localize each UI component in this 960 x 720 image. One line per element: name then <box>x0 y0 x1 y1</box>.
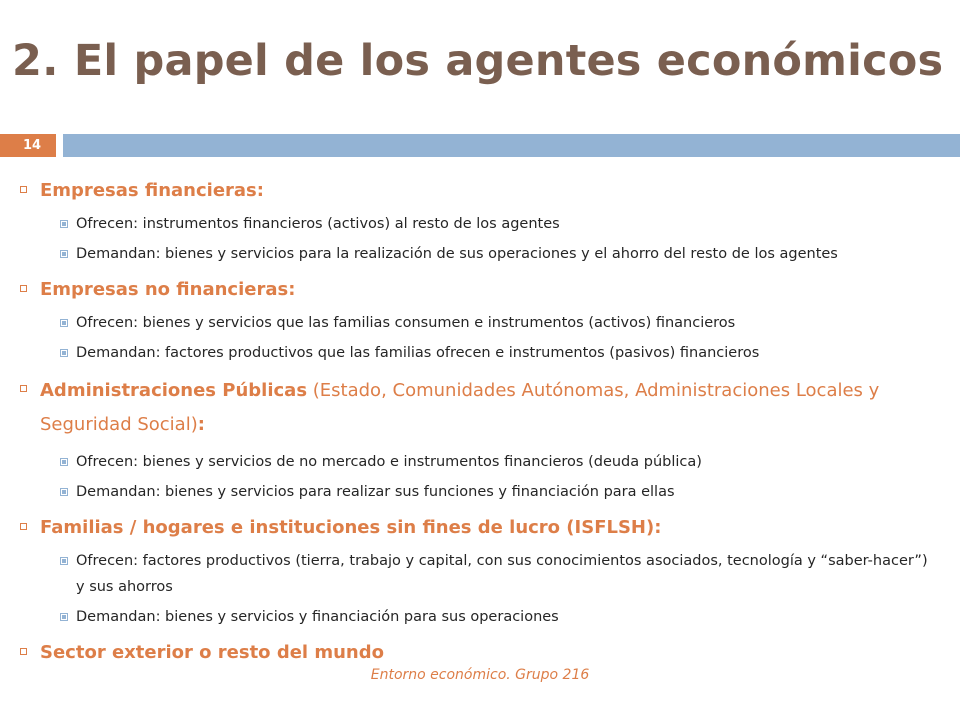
square-bullet-icon <box>60 613 68 621</box>
list-item: Ofrecen: bienes y servicios de no mercado e instrumentos financieros (deuda pública) <box>18 449 928 475</box>
heading-administraciones: Administraciones Públicas (Estado, Comunidades Autónomas, Administraciones Locales y Seguridad Social): <box>18 374 928 442</box>
list-item: Demandan: bienes y servicios para la realización de sus operaciones y el ahorro del resto de los agentes <box>18 241 928 267</box>
list-item: Demandan: factores productivos que las familias ofrecen e instrumentos (pasivos) financieros <box>18 340 928 366</box>
square-bullet-icon <box>60 319 68 327</box>
square-bullet-icon <box>20 648 27 655</box>
heading-familias: Familias / hogares e instituciones sin fines de lucro (ISFLSH): <box>18 513 928 543</box>
square-bullet-icon <box>60 458 68 466</box>
square-bullet-icon <box>20 186 27 193</box>
slide-content <box>18 176 928 673</box>
list-item: Ofrecen: instrumentos financieros (activos) al resto de los agentes <box>18 211 928 237</box>
heading-empresas-no-financieras: Empresas no financieras: <box>18 275 928 305</box>
slide-footer: Entorno económico. Grupo 216 <box>370 667 590 683</box>
heading-empresas-financieras: Empresas financieras: <box>18 176 928 206</box>
square-bullet-icon <box>20 285 27 292</box>
list-item: Demandan: bienes y servicios para realizar sus funciones y financiación para ellas <box>18 479 928 505</box>
square-bullet-icon <box>60 220 68 228</box>
square-bullet-icon <box>60 557 68 565</box>
list-item: Demandan: bienes y servicios y financiación para sus operaciones <box>18 604 928 630</box>
list-item: Ofrecen: factores productivos (tierra, trabajo y capital, con sus conocimientos asociados, tecnología y “saber-hacer”) y sus ahorros <box>18 548 928 600</box>
square-bullet-icon <box>60 488 68 496</box>
square-bullet-icon <box>60 250 68 258</box>
slide-number: 14 <box>0 134 56 157</box>
heading-sector-exterior: Sector exterior o resto del mundo <box>18 638 928 668</box>
square-bullet-icon <box>60 349 68 357</box>
square-bullet-icon <box>20 385 27 392</box>
slide-title: 2. El papel de los agentes económicos <box>12 36 944 86</box>
header-bar <box>63 134 960 157</box>
list-item: Ofrecen: bienes y servicios que las familias consumen e instrumentos (activos) financieros <box>18 310 928 336</box>
square-bullet-icon <box>20 523 27 530</box>
